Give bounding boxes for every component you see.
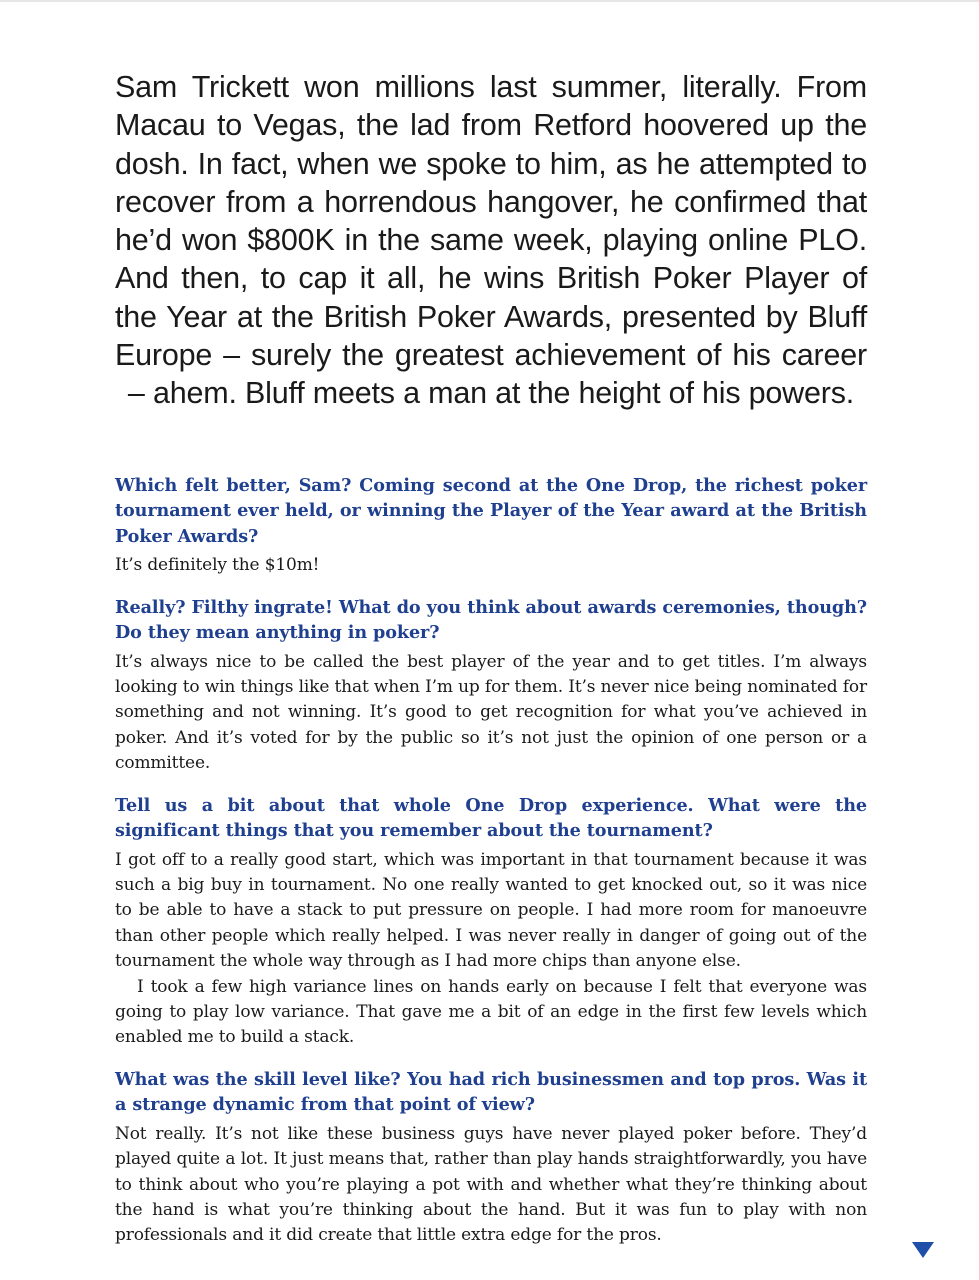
interview-question: Which felt better, Sam? Coming second at the One Drop, the richest poker tournament ever held, or winning the Player of the Year award at the British Poker Awards? [115, 474, 867, 547]
interview-answer: It’s definitely the $10m! [115, 555, 320, 576]
qa-block-2 [115, 595, 867, 777]
qa-block-3 [115, 793, 867, 1051]
interview-answer: I got off to a really good start, which was important in that tournament because it was such a big buy in tournament. No one really wanted to get knocked out, so it was nice to be able to have a stack to put pressure on people. I had more room for manoeuvre than other people which really helped. I was never really in danger of going out of the tournament the whole way through as I had more chips than anyone else. [115, 849, 867, 972]
qa-block-4 [115, 1067, 867, 1249]
interview-question: What was the skill level like? You had rich businessmen and top pros. Was it a strange dynamic from that point of view? [115, 1068, 867, 1116]
interview-question: Really? Filthy ingrate! What do you think about awards ceremonies, though? Do they mean anything in poker? [115, 596, 867, 644]
top-divider [0, 0, 979, 2]
interview-answer: I took a few high variance lines on hands early on because I felt that everyone was going to play low variance. That gave me a bit of an edge in the first few levels which enabled me to build a stack. [115, 976, 867, 1048]
interview-question: Tell us a bit about that whole One Drop experience. What were the significant things that you remember about the tournament? [115, 794, 867, 842]
triangle-down-icon[interactable] [912, 1242, 934, 1258]
article [115, 68, 867, 1249]
qa-block-1 [115, 473, 867, 579]
article-standfirst: Sam Trickett won millions last summer, literally. From Macau to Vegas, the lad from Retford hoovered up the dosh. In fact, when we spoke to him, as he attempted to recover from a horrendous hangover, he confirmed that he’d won $800K in the same week, playing online PLO. And then, to cap it all, he wins British Poker Player of the Year at the British Poker Awards, presented by Bluff Europe – surely the greatest achievement of his career – ahem. Bluff meets a man at the height of his powers. [115, 70, 867, 411]
interview-answer: It’s always nice to be called the best player of the year and to get titles. I’m always looking to win things like that when I’m up for them. It’s never nice being nominated for something and not winning. It’s good to get recognition for what you’ve achieved in poker. And it’s voted for by the public so it’s not just the opinion of one person or a committee. [115, 651, 867, 774]
interview-answer: Not really. It’s not like these business guys have never played poker before. They’d played quite a lot. It just means that, rather than play hands straightforwardly, you have to think about who you’re playing a pot with and whether what they’re thinking about the hand is what you’re thinking about the hand. But it was fun to play with non professionals and it did create that little extra edge for the pros. [115, 1123, 867, 1246]
